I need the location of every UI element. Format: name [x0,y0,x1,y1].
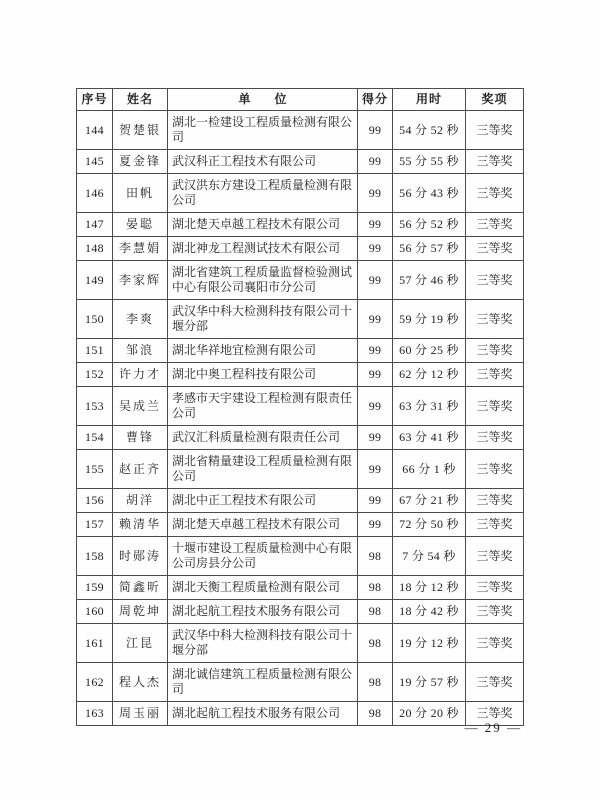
table-row [77,450,524,489]
cell-award: 三等奖 [466,537,524,576]
cell-name: 程人杰 [113,663,168,702]
cell-score: 98 [358,600,393,624]
cell-name: 胡洋 [113,489,168,513]
table-row [77,111,524,150]
results-table-body [77,111,524,726]
cell-name: 田帆 [113,174,168,213]
cell-name: 晏聪 [113,213,168,237]
cell-unit: 湖北起航工程技术服务有限公司 [168,600,358,624]
cell-award: 三等奖 [466,576,524,600]
cell-index: 144 [77,111,113,150]
cell-index: 161 [77,624,113,663]
cell-index: 151 [77,339,113,363]
cell-index: 147 [77,213,113,237]
cell-index: 163 [77,702,113,726]
cell-award: 三等奖 [466,702,524,726]
cell-index: 157 [77,513,113,537]
table-row [77,213,524,237]
cell-index: 149 [77,261,113,300]
cell-award: 三等奖 [466,450,524,489]
cell-index: 156 [77,489,113,513]
cell-score: 99 [358,489,393,513]
table-row [77,300,524,339]
cell-time: 63 分 41 秒 [393,426,466,450]
cell-time: 20 分 20 秒 [393,702,466,726]
cell-unit: 武汉华中科大检测科技有限公司十堰分部 [168,300,358,339]
cell-score: 98 [358,537,393,576]
cell-name: 周乾坤 [113,600,168,624]
cell-score: 99 [358,450,393,489]
cell-name: 曹锋 [113,426,168,450]
table-row [77,339,524,363]
cell-name: 时郧涛 [113,537,168,576]
cell-unit: 湖北神龙工程测试技术有限公司 [168,237,358,261]
cell-unit: 武汉洪东方建设工程质量检测有限公司 [168,174,358,213]
table-row [77,663,524,702]
cell-award: 三等奖 [466,426,524,450]
cell-name: 李爽 [113,300,168,339]
cell-score: 98 [358,576,393,600]
cell-score: 99 [358,300,393,339]
cell-unit: 十堰市建设工程质量检测中心有限公司房县分公司 [168,537,358,576]
cell-unit: 湖北起航工程技术服务有限公司 [168,702,358,726]
cell-unit: 湖北天衡工程质量检测有限公司 [168,576,358,600]
cell-award: 三等奖 [466,624,524,663]
cell-time: 56 分 52 秒 [393,213,466,237]
cell-time: 56 分 57 秒 [393,237,466,261]
cell-award: 三等奖 [466,237,524,261]
cell-score: 99 [358,213,393,237]
cell-name: 江昆 [113,624,168,663]
table-row [77,537,524,576]
cell-unit: 武汉华中科大检测科技有限公司十堰分部 [168,624,358,663]
cell-award: 三等奖 [466,513,524,537]
cell-unit: 武汉汇科质量检测有限责任公司 [168,426,358,450]
cell-score: 99 [358,513,393,537]
results-table-header [77,89,524,111]
cell-award: 三等奖 [466,261,524,300]
cell-name: 李家辉 [113,261,168,300]
cell-index: 158 [77,537,113,576]
cell-index: 155 [77,450,113,489]
cell-time: 56 分 43 秒 [393,174,466,213]
cell-unit: 湖北华祥地宜检测有限公司 [168,339,358,363]
cell-award: 三等奖 [466,213,524,237]
column-header-unit: 单 位 [168,89,358,111]
cell-time: 63 分 31 秒 [393,387,466,426]
table-row [77,576,524,600]
cell-time: 54 分 52 秒 [393,111,466,150]
table-row [77,489,524,513]
table-row [77,702,524,726]
cell-unit: 湖北楚天卓越工程技术有限公司 [168,213,358,237]
cell-unit: 湖北诚信建筑工程质量检测有限公司 [168,663,358,702]
column-header-name: 姓名 [113,89,168,111]
cell-index: 162 [77,663,113,702]
cell-index: 159 [77,576,113,600]
cell-name: 许力才 [113,363,168,387]
cell-time: 59 分 19 秒 [393,300,466,339]
cell-score: 99 [358,174,393,213]
cell-time: 19 分 12 秒 [393,624,466,663]
cell-score: 99 [358,387,393,426]
cell-award: 三等奖 [466,174,524,213]
cell-unit: 湖北楚天卓越工程技术有限公司 [168,513,358,537]
cell-unit: 孝感市天宇建设工程检测有限责任公司 [168,387,358,426]
table-row [77,261,524,300]
cell-award: 三等奖 [466,387,524,426]
table-row [77,174,524,213]
cell-award: 三等奖 [466,111,524,150]
cell-time: 60 分 25 秒 [393,339,466,363]
cell-name: 赵正齐 [113,450,168,489]
column-header-award: 奖项 [466,89,524,111]
cell-time: 62 分 12 秒 [393,363,466,387]
cell-award: 三等奖 [466,363,524,387]
cell-unit: 湖北省精量建设工程质量检测有限公司 [168,450,358,489]
cell-award: 三等奖 [466,489,524,513]
cell-unit: 武汉科正工程技术有限公司 [168,150,358,174]
cell-name: 周玉丽 [113,702,168,726]
cell-index: 153 [77,387,113,426]
cell-time: 67 分 21 秒 [393,489,466,513]
table-row [77,363,524,387]
table-row [77,624,524,663]
cell-index: 160 [77,600,113,624]
cell-score: 99 [358,150,393,174]
cell-index: 152 [77,363,113,387]
table-row [77,387,524,426]
column-header-index: 序号 [77,89,113,111]
cell-time: 18 分 12 秒 [393,576,466,600]
header-row [77,89,524,111]
cell-index: 154 [77,426,113,450]
cell-award: 三等奖 [466,663,524,702]
table-row [77,513,524,537]
cell-award: 三等奖 [466,600,524,624]
cell-score: 99 [358,363,393,387]
cell-name: 邹浪 [113,339,168,363]
column-header-time: 用时 [393,89,466,111]
cell-time: 57 分 46 秒 [393,261,466,300]
cell-score: 99 [358,426,393,450]
cell-unit: 湖北省建筑工程质量监督检验测试中心有限公司襄阳市分公司 [168,261,358,300]
column-header-score: 得分 [358,89,393,111]
cell-score: 99 [358,237,393,261]
cell-score: 99 [358,261,393,300]
cell-name: 简鑫昕 [113,576,168,600]
cell-award: 三等奖 [466,300,524,339]
cell-award: 三等奖 [466,150,524,174]
page-number: — 29 — [464,720,522,735]
cell-name: 李慧娟 [113,237,168,261]
cell-index: 150 [77,300,113,339]
cell-name: 夏金锋 [113,150,168,174]
cell-name: 贺楚银 [113,111,168,150]
cell-unit: 湖北中奥工程科技有限公司 [168,363,358,387]
table-row [77,600,524,624]
cell-score: 98 [358,663,393,702]
cell-time: 7 分 54 秒 [393,537,466,576]
cell-time: 66 分 1 秒 [393,450,466,489]
cell-score: 98 [358,702,393,726]
cell-award: 三等奖 [466,339,524,363]
results-table [76,88,524,726]
cell-index: 146 [77,174,113,213]
table-row [77,237,524,261]
cell-name: 吴成兰 [113,387,168,426]
cell-unit: 湖北一检建设工程质量检测有限公司 [168,111,358,150]
cell-score: 99 [358,111,393,150]
cell-index: 148 [77,237,113,261]
table-row [77,426,524,450]
cell-time: 19 分 57 秒 [393,663,466,702]
cell-score: 98 [358,624,393,663]
cell-index: 145 [77,150,113,174]
cell-unit: 湖北中正工程技术有限公司 [168,489,358,513]
table-row [77,150,524,174]
cell-name: 赖清华 [113,513,168,537]
cell-time: 18 分 42 秒 [393,600,466,624]
cell-score: 99 [358,339,393,363]
cell-time: 72 分 50 秒 [393,513,466,537]
cell-time: 55 分 55 秒 [393,150,466,174]
